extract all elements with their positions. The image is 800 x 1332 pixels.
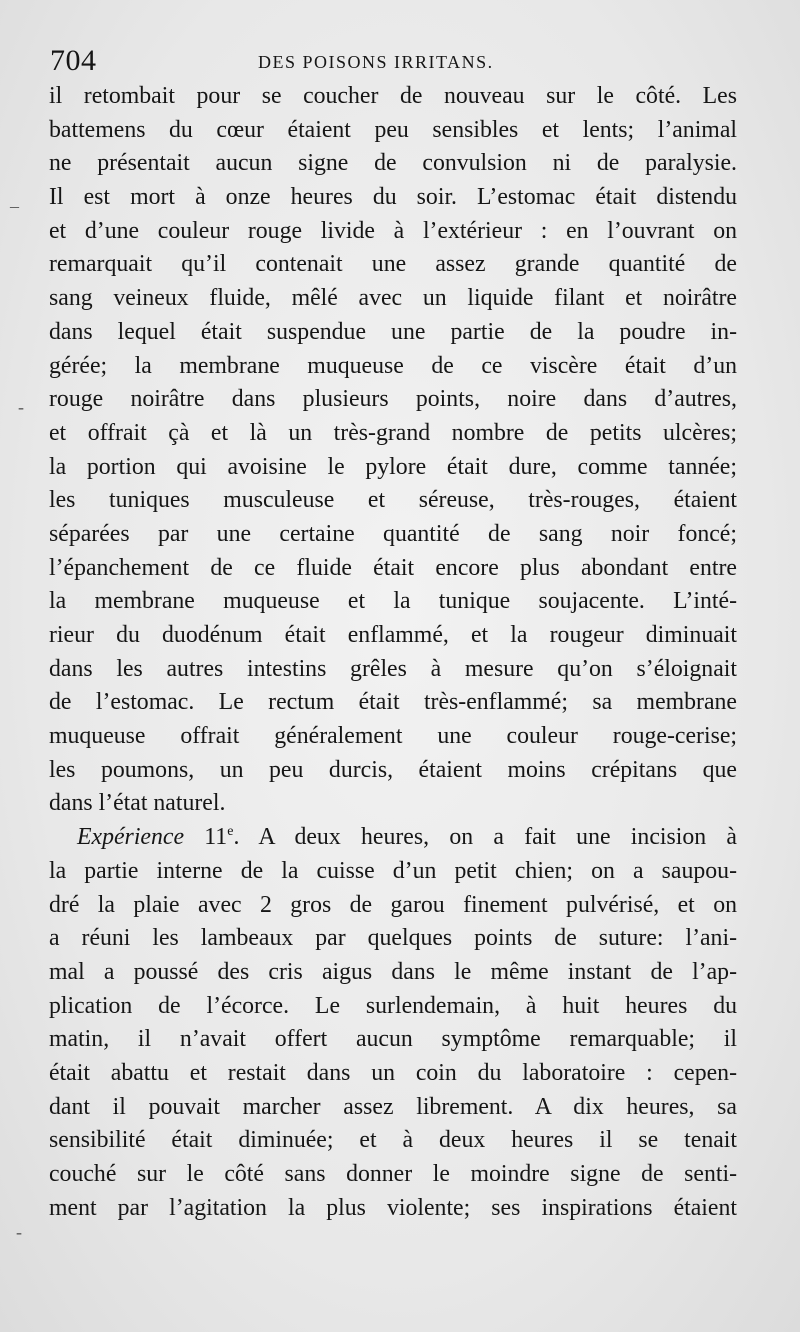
text-line: la portion qui avoisine le pylore était dure, comme tannée; bbox=[49, 453, 737, 480]
text-line: rouge noirâtre dans plusieurs points, noire dans d’autres, bbox=[49, 386, 737, 413]
text-line: gérée; la membrane muqueuse de ce viscère était d’un bbox=[49, 352, 737, 379]
margin-dash-mark: - bbox=[16, 1222, 22, 1242]
text-line: la membrane muqueuse et la tunique soujacente. L’inté- bbox=[49, 588, 737, 615]
text-line: plication de l’écorce. Le surlendemain, à huit heures du bbox=[49, 992, 737, 1019]
running-title: DES POISONS IRRITANS. bbox=[258, 52, 494, 72]
text-line: sang veineux fluide, mêlé avec un liquide filant et noirâtre bbox=[49, 285, 737, 312]
body-text bbox=[49, 80, 737, 1225]
text-line: dans lequel était suspendue une partie de la poudre in- bbox=[49, 318, 737, 345]
experiment-line-text: . A deux heures, on a fait une incision à bbox=[233, 824, 737, 851]
text-line: muqueuse offrait généralement une couleur rouge-cerise; bbox=[49, 723, 737, 750]
text-line: les tuniques musculeuse et séreuse, très-rouges, étaient bbox=[49, 487, 737, 514]
text-line: battemens du cœur étaient peu sensibles et lents; l’animal bbox=[49, 116, 737, 143]
text-line: remarquait qu’il contenait une assez grande quantité de bbox=[49, 251, 737, 278]
text-line: mal a poussé des cris aigus dans le même instant de l’ap- bbox=[49, 958, 737, 985]
text-line: ne présentait aucun signe de convulsion ni de paralysie. bbox=[49, 150, 737, 177]
experiment-label: Expérience bbox=[77, 824, 185, 851]
text-line: les poumons, un peu durcis, étaient moins crépitans que bbox=[49, 756, 737, 783]
text-line: rieur du duodénum était enflammé, et la rougeur diminuait bbox=[49, 622, 737, 648]
text-line: dans l’état naturel. bbox=[49, 790, 226, 817]
text-line: dant il pouvait marcher assez librement. A dix heures, sa bbox=[49, 1093, 737, 1120]
experiment-ordinal: e bbox=[227, 824, 234, 840]
text-line: couché sur le côté sans donner le moindre signe de senti- bbox=[49, 1161, 737, 1187]
margin-dash-mark: – bbox=[10, 196, 19, 216]
text-line: était abattu et restait dans un coin du laboratoire : cepen- bbox=[49, 1059, 737, 1086]
margin-dash-mark: - bbox=[18, 397, 24, 417]
text-line: il retombait pour se coucher de nouveau sur le côté. Les bbox=[49, 83, 737, 109]
experiment-heading-line bbox=[49, 821, 737, 855]
text-line: séparées par une certaine quantité de sang noir foncé; bbox=[49, 520, 737, 547]
text-line: matin, il n’avait offert aucun symptôme remarquable; il bbox=[49, 1026, 737, 1053]
experiment-number: 11 bbox=[204, 824, 228, 851]
text-line: dré la plaie avec 2 gros de garou finement pulvérisé, et on bbox=[49, 891, 737, 918]
text-line: ment par l’agitation la plus violente; ses inspirations étaient bbox=[49, 1194, 737, 1221]
text-line: a réuni les lambeaux par quelques points de suture: l’ani- bbox=[49, 925, 737, 952]
page-number: 704 bbox=[50, 44, 97, 77]
page-header bbox=[46, 44, 746, 78]
text-line: dans les autres intestins grêles à mesure qu’on s’éloignait bbox=[49, 655, 737, 682]
text-line: et offrait çà et là un très-grand nombre de petits ulcères; bbox=[49, 419, 737, 446]
text-line: l’épanchement de ce fluide était encore plus abondant entre bbox=[49, 554, 737, 581]
text-line: de l’estomac. Le rectum était très-enflammé; sa membrane bbox=[49, 689, 737, 716]
text-line: Il est mort à onze heures du soir. L’estomac était distendu bbox=[49, 184, 737, 211]
text-line: la partie interne de la cuisse d’un petit chien; on a saupou- bbox=[49, 857, 737, 884]
text-line: sensibilité était diminuée; et à deux heures il se tenait bbox=[49, 1127, 737, 1154]
text-line: et d’une couleur rouge livide à l’extérieur : en l’ouvrant on bbox=[49, 217, 737, 244]
